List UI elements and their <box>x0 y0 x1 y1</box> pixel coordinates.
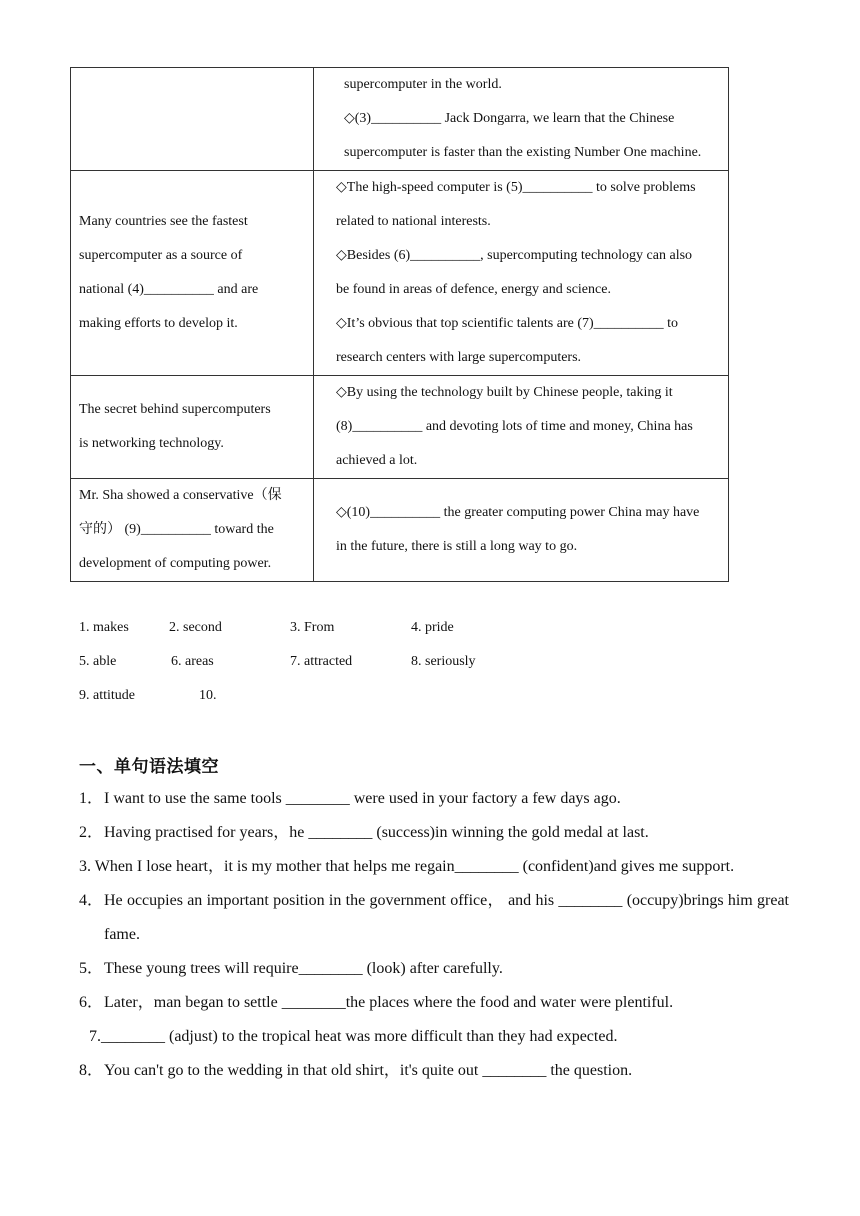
answer-item: 2. second <box>169 620 222 635</box>
exercise-item <box>79 1054 789 1088</box>
exercise-item <box>79 1020 789 1054</box>
table-row <box>71 479 729 582</box>
answer-item: 5. able <box>79 654 117 669</box>
cell-line: ◇It’s obvious that top scientific talents are (7)__________ to <box>336 316 679 331</box>
table-cell-detail <box>314 68 729 171</box>
cell-line: making efforts to develop it. <box>79 316 238 331</box>
answer-item: 7. attracted <box>290 654 353 669</box>
table-cell-detail <box>314 171 729 376</box>
exercise-text: Later，man began to settle ________the places where the food and water were plentiful. <box>104 994 674 1011</box>
exercise-item <box>79 952 789 986</box>
exercise-text: Having practised for years，he ________ (success)in winning the gold medal at last. <box>104 824 649 841</box>
cell-line: ◇Besides (6)__________, supercomputing technology can also <box>336 248 693 263</box>
answer-item: 3. From <box>290 620 335 635</box>
exercise-item <box>79 850 789 884</box>
cell-line: ◇(3)__________ Jack Dongarra, we learn that the Chinese <box>344 111 675 126</box>
answer-item: 8. seriously <box>411 654 476 669</box>
exercise-item <box>79 986 789 1020</box>
exercise-text: 3. When I lose heart，it is my mother that helps me regain________ (confident)and gives me support. <box>79 858 735 875</box>
exercise-item <box>79 782 789 816</box>
cell-line: Mr. Sha showed a conservative（保 <box>79 488 282 503</box>
exercise-text: These young trees will require________ (look) after carefully. <box>104 960 503 977</box>
exercise-item <box>79 816 789 850</box>
cell-line: is networking technology. <box>79 436 224 451</box>
cell-line: (8)__________ and devoting lots of time and money, China has <box>336 419 693 434</box>
exercise-number: 1． <box>79 790 104 807</box>
table-row <box>71 376 729 479</box>
exercise-number: 6． <box>79 994 104 1011</box>
table-cell-summary <box>71 376 314 479</box>
cell-line: research centers with large supercomputers. <box>336 350 582 365</box>
cell-line: supercomputer is faster than the existing Number One machine. <box>344 145 702 160</box>
cell-line: development of computing power. <box>79 556 272 571</box>
table-cell-summary <box>71 171 314 376</box>
answer-item: 6. areas <box>171 654 214 669</box>
cell-line: related to national interests. <box>336 214 491 229</box>
cell-line: ◇By using the technology built by Chinese people, taking it <box>336 385 673 400</box>
cell-line: 守的） (9)__________ toward the <box>79 522 274 537</box>
exercise-number: 8． <box>79 1062 104 1079</box>
table-row <box>71 68 729 171</box>
answer-item: 10. <box>199 688 217 703</box>
cell-line: supercomputer as a source of <box>79 248 243 263</box>
cell-line: Many countries see the fastest <box>79 214 248 229</box>
table-cell-summary <box>71 68 314 171</box>
table-cell-detail <box>314 479 729 582</box>
exercise-text: I want to use the same tools ________ were used in your factory a few days ago. <box>104 790 621 807</box>
exercise-text: 7.________ (adjust) to the tropical heat was more difficult than they had expected. <box>89 1028 618 1045</box>
answer-item: 1. makes <box>79 620 129 635</box>
table-row <box>71 171 729 376</box>
cell-line: supercomputer in the world. <box>344 77 502 92</box>
section-title: 一、单句语法填空 <box>79 757 219 777</box>
exercise-number: 5． <box>79 960 104 977</box>
table-cell-summary <box>71 479 314 582</box>
cell-line: The secret behind supercomputers <box>79 402 271 417</box>
exercise-item <box>79 884 789 952</box>
cell-line: national (4)__________ and are <box>79 282 259 297</box>
summary-table <box>70 67 729 582</box>
cell-line: in the future, there is still a long way to go. <box>336 539 578 554</box>
cell-line: ◇The high-speed computer is (5)__________ to solve problems <box>336 180 696 195</box>
exercise-list <box>79 782 789 1088</box>
cell-line: ◇(10)__________ the greater computing power China may have <box>336 505 700 520</box>
exercise-text: He occupies an important position in the government office， and his ________ (occupy)brings him great fame. <box>104 892 789 943</box>
answer-item: 4. pride <box>411 620 454 635</box>
cell-line: achieved a lot. <box>336 453 418 468</box>
exercise-number: 4． <box>79 892 104 909</box>
exercise-number: 2． <box>79 824 104 841</box>
cell-line: be found in areas of defence, energy and science. <box>336 282 611 297</box>
answer-item: 9. attitude <box>79 688 135 703</box>
table-cell-detail <box>314 376 729 479</box>
exercise-text: You can't go to the wedding in that old shirt，it's quite out ________ the question. <box>104 1062 633 1079</box>
